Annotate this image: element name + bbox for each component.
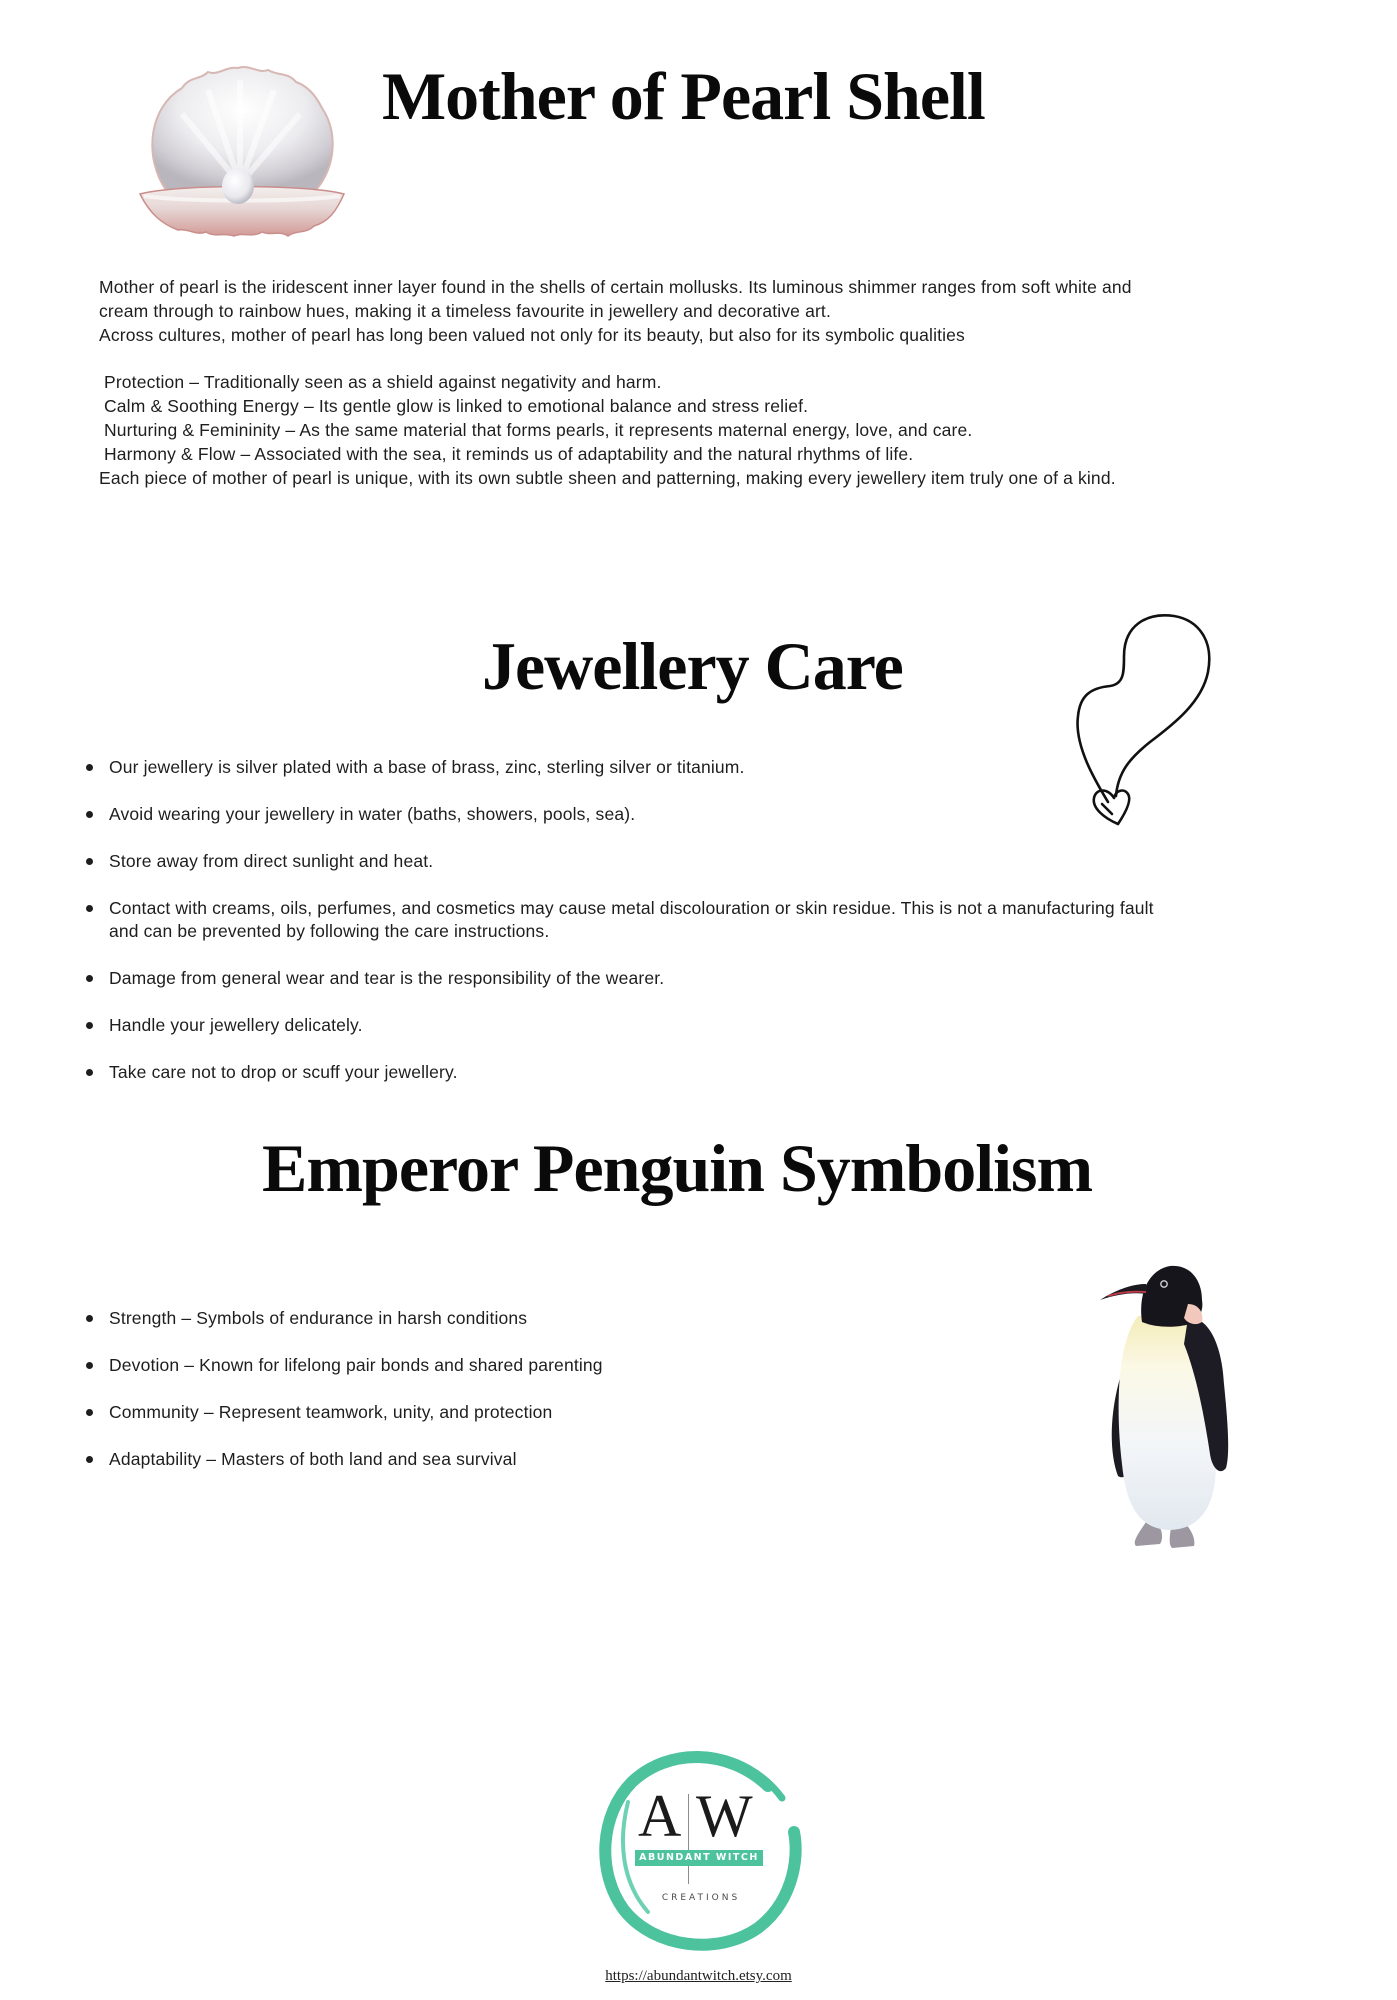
paragraph-gap — [99, 347, 1132, 370]
logo-subtitle: CREATIONS — [661, 1893, 741, 1903]
pearl-shell-icon — [138, 62, 346, 238]
care-item-text: Avoid wearing your jewellery in water (baths, showers, pools, sea). — [109, 804, 636, 824]
bullet-icon — [86, 764, 93, 771]
penguin-item-text: Adaptability – Masters of both land and sea survival — [109, 1449, 517, 1469]
bullet-icon — [86, 1022, 93, 1029]
bullet-icon — [86, 858, 93, 865]
care-item-text: Store away from direct sunlight and heat. — [109, 851, 434, 871]
pearl-description — [99, 275, 1132, 490]
care-item — [0, 756, 1154, 779]
emperor-penguin-icon — [1098, 1254, 1243, 1552]
care-item-text: Our jewellery is silver plated with a base of brass, zinc, sterling silver or titanium. — [109, 757, 745, 777]
care-item — [0, 803, 1154, 826]
bullet-icon — [86, 1069, 93, 1076]
pearl-intro-line: cream through to rainbow hues, making it a timeless favourite in jewellery and decorative art. — [99, 301, 831, 321]
bullet-icon — [86, 1315, 93, 1322]
bullet-icon — [86, 1409, 93, 1416]
penguin-item-text: Community – Represent teamwork, unity, and protection — [109, 1402, 553, 1422]
care-list — [0, 756, 1154, 1084]
logo-monogram — [598, 1783, 804, 1849]
care-item-text: Handle your jewellery delicately. — [109, 1015, 363, 1035]
pearl-section-title: Mother of Pearl Shell — [382, 58, 985, 134]
logo-letter-a: A — [638, 1783, 682, 1849]
penguin-item-text: Devotion – Known for lifelong pair bonds and shared parenting — [109, 1355, 603, 1375]
bullet-icon — [86, 1456, 93, 1463]
pearl-intro-line: Across cultures, mother of pearl has long been valued not only for its beauty, but also for its symbolic qualities — [99, 325, 965, 345]
penguin-item — [0, 1401, 603, 1424]
shop-url-link[interactable]: https://abundantwitch.etsy.com — [605, 1968, 792, 1984]
care-item — [0, 967, 1154, 990]
pearl-closing-line: Each piece of mother of pearl is unique, with its own subtle sheen and patterning, making every jewellery item truly one of a kind. — [99, 468, 1116, 488]
care-section-title: Jewellery Care — [482, 628, 903, 704]
pearl-quality-protection: Protection – Traditionally seen as a shield against negativity and harm. — [104, 372, 662, 392]
brand-logo — [598, 1742, 804, 1954]
pearl-quality-nurturing: Nurturing & Femininity – As the same material that forms pearls, it represents maternal energy, love, and care. — [104, 420, 973, 440]
penguin-item — [0, 1448, 603, 1471]
care-item — [0, 1061, 1154, 1084]
penguin-item — [0, 1307, 603, 1330]
penguin-item-text: Strength – Symbols of endurance in harsh conditions — [109, 1308, 528, 1328]
penguin-section-title: Emperor Penguin Symbolism — [262, 1130, 1093, 1206]
penguin-list — [0, 1307, 603, 1471]
bullet-icon — [86, 905, 93, 912]
care-item-text: Contact with creams, oils, perfumes, and cosmetics may cause metal discolouration or skin residue. This is not a manufacturing fault — [109, 898, 1154, 918]
penguin-item — [0, 1354, 603, 1377]
care-item-text-continued: and can be prevented by following the care instructions. — [109, 921, 550, 941]
care-item-text: Damage from general wear and tear is the responsibility of the wearer. — [109, 968, 665, 988]
pearl-intro-line: Mother of pearl is the iridescent inner layer found in the shells of certain mollusks. Its luminous shimmer ranges from soft white and — [99, 277, 1132, 297]
logo-banner-text: ABUNDANT WITCH — [635, 1850, 763, 1866]
pearl-quality-harmony: Harmony & Flow – Associated with the sea, it reminds us of adaptability and the natural rhythms of life. — [104, 444, 914, 464]
care-item — [0, 1014, 1154, 1037]
logo-letter-w: W — [696, 1783, 753, 1849]
bullet-icon — [86, 1362, 93, 1369]
pearl-quality-calm: Calm & Soothing Energy – Its gentle glow is linked to emotional balance and stress relief. — [104, 396, 809, 416]
care-item-text: Take care not to drop or scuff your jewellery. — [109, 1062, 458, 1082]
bullet-icon — [86, 811, 93, 818]
care-item — [0, 897, 1154, 943]
care-item — [0, 850, 1154, 873]
bullet-icon — [86, 975, 93, 982]
